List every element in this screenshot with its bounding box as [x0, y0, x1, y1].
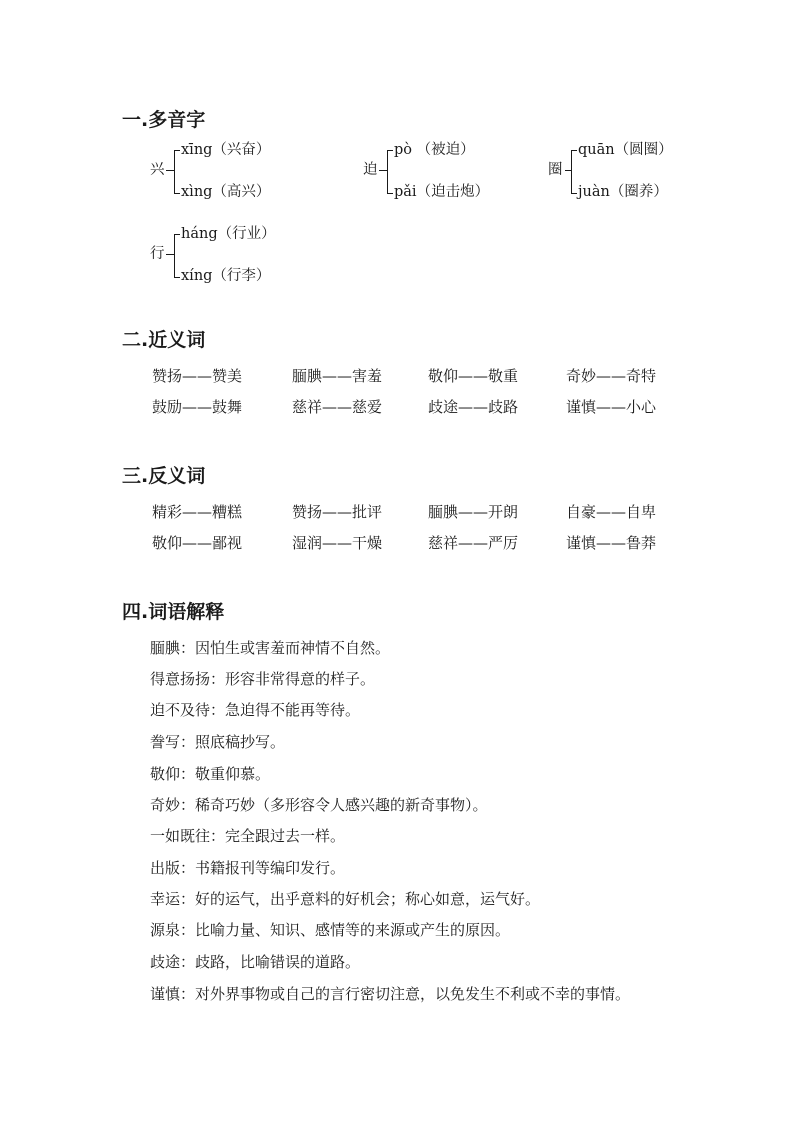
antonym-pair: 精彩——糟糕 — [152, 503, 243, 521]
synonym-pair: 歧途——歧路 — [428, 398, 519, 416]
bracket — [174, 150, 180, 194]
definition-line: 腼腆：因怕生或害羞而神情不自然。 — [150, 639, 391, 657]
antonym-pair: 谨慎——鲁莽 — [566, 534, 657, 552]
definition-line: 歧途：歧路，比喻错误的道路。 — [150, 953, 361, 971]
antonym-pair: 湿润——干燥 — [292, 534, 383, 552]
synonym-pair: 敬仰——敬重 — [428, 367, 519, 385]
antonym-pair: 敬仰——鄙视 — [152, 534, 243, 552]
bracket — [174, 234, 180, 278]
polyphonic-char: 迫 — [363, 162, 378, 178]
polyphonic-char: 行 — [150, 246, 165, 262]
reading-2: xìng（高兴） — [181, 184, 271, 200]
synonym-pair: 腼腆——害羞 — [292, 367, 383, 385]
definition-line: 奇妙：稀奇巧妙（多形容令人感兴趣的新奇事物）。 — [150, 796, 488, 814]
synonym-pair: 鼓励——鼓舞 — [152, 398, 243, 416]
synonym-pair: 奇妙——奇特 — [566, 367, 657, 385]
bracket — [387, 150, 393, 194]
reading-1: háng（行业） — [181, 226, 276, 242]
section-title-synonyms: 二.近义词 — [122, 329, 206, 351]
definition-line: 幸运：好的运气，出乎意料的好机会；称心如意，运气好。 — [150, 890, 541, 908]
antonym-pair: 自豪——自卑 — [566, 503, 657, 521]
section-title-definitions: 四.词语解释 — [122, 601, 225, 623]
bracket-stub — [166, 170, 174, 171]
bracket-stub — [379, 170, 387, 171]
reading-2: pǎi（迫击炮） — [394, 184, 490, 200]
polyphonic-char: 圈 — [548, 162, 563, 178]
bracket-stub — [166, 254, 174, 255]
synonym-pair: 慈祥——慈爱 — [292, 398, 383, 416]
synonym-pair: 赞扬——赞美 — [152, 367, 243, 385]
reading-2: juàn（圈养） — [578, 184, 668, 200]
reading-1: quān（圆圈） — [578, 142, 673, 158]
definition-line: 迫不及待：急迫得不能再等待。 — [150, 701, 361, 719]
synonym-pair: 谨慎——小心 — [566, 398, 657, 416]
definition-line: 源泉：比喻力量、知识、感情等的来源或产生的原因。 — [150, 921, 511, 939]
definition-line: 敬仰：敬重仰慕。 — [150, 765, 271, 783]
section-title-polyphonic: 一.多音字 — [122, 109, 206, 131]
polyphonic-char: 兴 — [150, 162, 165, 178]
definition-line: 出版：书籍报刊等编印发行。 — [150, 859, 346, 877]
antonym-pair: 赞扬——批评 — [292, 503, 383, 521]
definition-line: 誊写：照底稿抄写。 — [150, 733, 286, 751]
antonym-pair: 慈祥——严厉 — [428, 534, 519, 552]
definition-line: 得意扬扬：形容非常得意的样子。 — [150, 670, 376, 688]
definition-line: 一如既往：完全跟过去一样。 — [150, 827, 346, 845]
reading-1: pò （被迫） — [394, 142, 475, 158]
bracket — [571, 150, 577, 194]
definition-line: 谨慎：对外界事物或自己的言行密切注意，以免发生不利或不幸的事情。 — [150, 985, 631, 1003]
reading-1: xīng（兴奋） — [181, 142, 271, 158]
reading-2: xíng（行李） — [181, 268, 271, 284]
section-title-antonyms: 三.反义词 — [122, 465, 206, 487]
antonym-pair: 腼腆——开朗 — [428, 503, 519, 521]
